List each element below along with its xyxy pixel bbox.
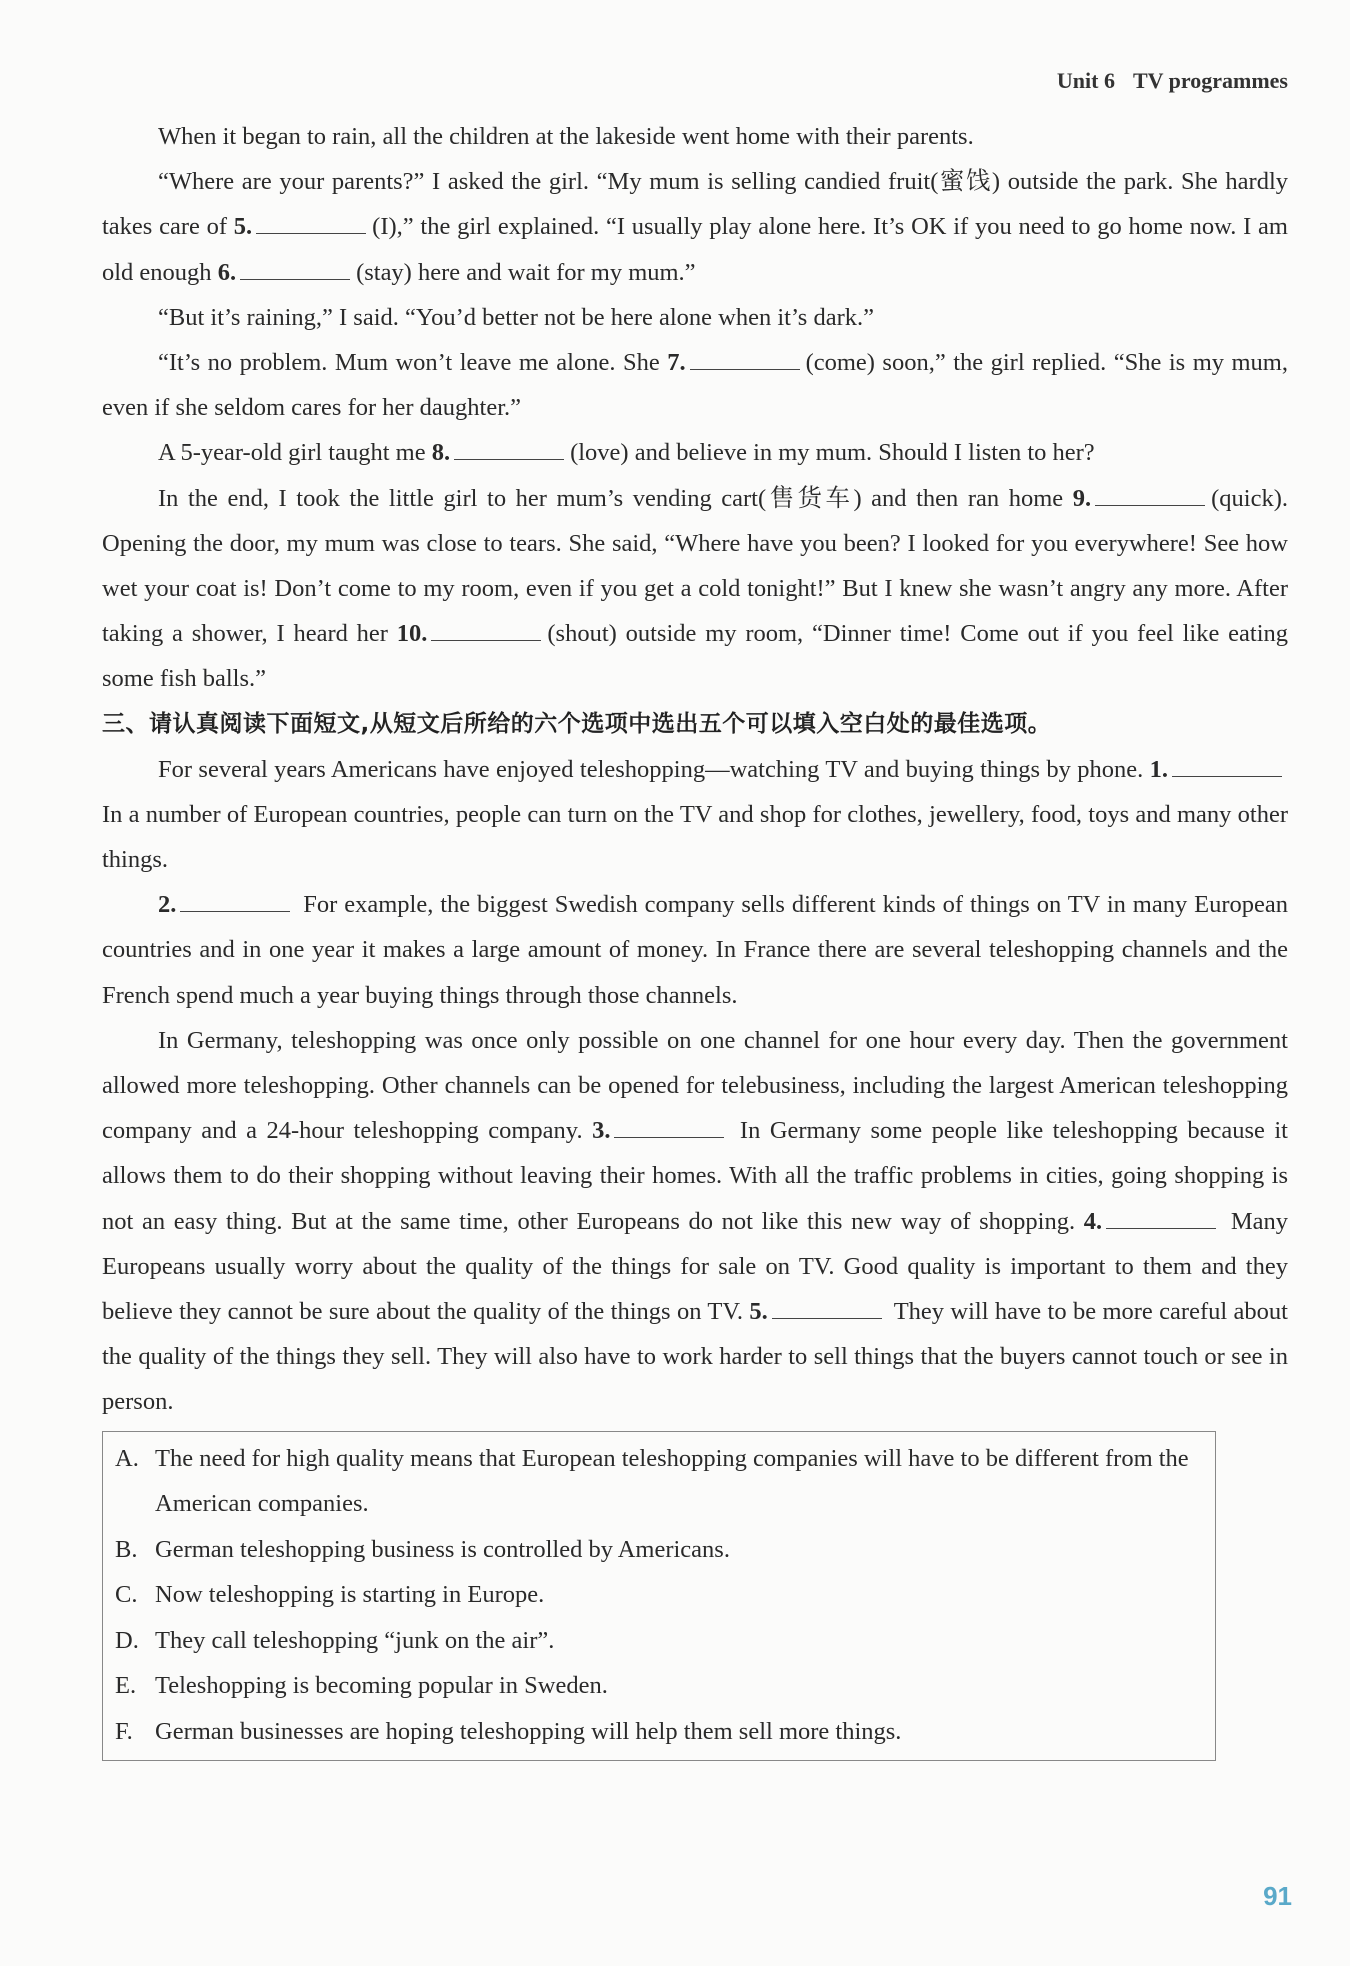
hint-9: (quick). <box>1211 484 1288 512</box>
passage-paragraph <box>102 1018 1288 1425</box>
option-text: They call teleshopping “junk on the air”. <box>155 1626 555 1654</box>
option-letter: B. <box>115 1535 138 1563</box>
answer-blank-1[interactable] <box>1172 754 1282 777</box>
paragraph-text: ” the girl explained. “I usually play alone here. It’s OK if you need to go home now. I am old enough <box>102 213 1288 286</box>
paragraph-text: “Where are your parents?” I asked the girl. “My mum is selling candied fruit(蜜饯) outside the park. She hardly takes care of <box>102 168 1288 241</box>
option-letter: E. <box>115 1672 137 1700</box>
answer-blank-10[interactable] <box>431 618 541 641</box>
option-f[interactable] <box>115 1709 1215 1755</box>
blank-number-1: 1. <box>1149 755 1168 783</box>
answer-blank-8[interactable] <box>454 437 564 460</box>
story-paragraph <box>102 295 1288 340</box>
hint-5: (I), <box>372 213 403 241</box>
passage-paragraph <box>102 747 1288 883</box>
hint-7: (come) <box>805 349 875 377</box>
story-paragraph <box>102 476 1288 702</box>
answer-blank-4[interactable] <box>1106 1206 1216 1229</box>
option-c[interactable] <box>115 1572 1215 1618</box>
answer-blank-7[interactable] <box>690 347 800 370</box>
option-text: German businesses are hoping teleshopping will help them sell more things. <box>155 1717 902 1745</box>
option-b[interactable] <box>115 1527 1215 1573</box>
hint-6: (stay) <box>356 258 412 286</box>
question-number-8: 8. <box>431 439 451 467</box>
paragraph-text: When it began to rain, all the children at the lakeside went home with their parents. <box>158 123 974 150</box>
blank-number-5: 5. <box>749 1298 768 1326</box>
paragraph-text: Many Europeans usually worry about the quality of the things for sale on TV. Good quality is important to them and they believe they cannot be sure about the quality of the things on TV. <box>102 1207 1288 1326</box>
question-number-5: 5. <box>233 213 253 241</box>
paragraph-text: In the end, I took the little girl to her mum’s vending cart(售货车) and then ran home <box>158 484 1073 512</box>
paragraph-text: In Germany some people like teleshopping because it allows them to do their shopping without leaving their homes. With all the traffic problems in cities, going shopping is not an easy thing. But at the same time, other Europeans do not like this new way of shopping. <box>102 1117 1288 1235</box>
paragraph-text: and believe in my mum. Should I listen to her? <box>628 439 1095 467</box>
option-d[interactable] <box>115 1618 1215 1664</box>
paragraph-text: “But it’s raining,” I said. “You’d better not be here alone when it’s dark.” <box>158 303 874 331</box>
option-text: Now teleshopping is starting in Europe. <box>155 1581 545 1609</box>
page-number: 91 <box>1263 1881 1292 1911</box>
option-letter: C. <box>115 1581 138 1609</box>
option-text: Teleshopping is becoming popular in Sweden. <box>155 1672 608 1700</box>
unit-label: Unit 6 <box>1056 68 1115 93</box>
hint-8: (love) <box>570 439 629 467</box>
answer-blank-5b[interactable] <box>772 1296 882 1319</box>
blank-number-4: 4. <box>1083 1207 1103 1235</box>
options-box <box>102 1431 1216 1762</box>
option-letter: F. <box>115 1717 133 1745</box>
answer-blank-6[interactable] <box>240 257 350 280</box>
passage-paragraph <box>102 882 1288 1018</box>
unit-title: TV programmes <box>1132 68 1288 93</box>
option-e[interactable] <box>115 1663 1215 1709</box>
answer-blank-2[interactable] <box>180 889 290 912</box>
blank-number-3: 3. <box>592 1117 611 1145</box>
story-paragraph <box>102 159 1288 295</box>
paragraph-text: In Germany, teleshopping was once only possible on one channel for one hour every day. Then the government allowed more teleshopping. Other channels can be opened for telebusiness, including the largest American teleshopping company and a 24-hour teleshopping company. <box>102 1026 1288 1145</box>
option-letter: D. <box>115 1626 139 1654</box>
option-a[interactable] <box>115 1436 1215 1527</box>
section-heading: 三、请认真阅读下面短文,从短文后所给的六个选项中选出五个可以填入空白处的最佳选项。 <box>102 710 1052 737</box>
story-paragraph <box>102 114 1288 159</box>
paragraph-text: “It’s no problem. Mum won’t leave me alone. She <box>158 349 668 377</box>
paragraph-text: For several years Americans have enjoyed teleshopping—watching TV and buying things by phone. <box>158 755 1150 783</box>
paragraph-text: outside my room, “Dinner time! Come out if you feel like eating some fish balls.” <box>102 620 1288 693</box>
paragraph-text: In a number of European countries, people can turn on the TV and shop for clothes, jewellery, food, toys and many other things. <box>102 800 1288 874</box>
page-header <box>1057 68 1288 94</box>
option-letter: A. <box>115 1444 139 1472</box>
story-paragraph <box>102 340 1288 430</box>
question-number-10: 10. <box>396 620 428 648</box>
blank-number-2: 2. <box>158 891 177 919</box>
answer-blank-3[interactable] <box>614 1115 724 1138</box>
paragraph-text: For example, the biggest Swedish company sells different kinds of things on TV in many European countries and in one year it makes a large amount of money. In France there are several teleshopping channels and the French spend much a year buying things through those channels. <box>102 891 1288 1009</box>
paragraph-text: A 5-year-old girl taught me <box>158 439 432 467</box>
paragraph-text: Opening the door, my mum was close to tears. She said, “Where have you been? I looked for you everywhere! See how wet your coat is! Don’t come to my room, even if you get a cold tonight!” But I knew she wasn’t angry any more. After taking a shower, I heard her <box>102 529 1288 648</box>
story-paragraph <box>102 430 1288 475</box>
answer-blank-9[interactable] <box>1095 483 1205 506</box>
hint-10: (shout) <box>547 620 617 648</box>
question-number-9: 9. <box>1072 484 1092 512</box>
option-text: The need for high quality means that European teleshopping companies will have to be different from the American companies. <box>155 1444 1189 1518</box>
paragraph-text: They will have to be more careful about the quality of the things they sell. They will also have to work harder to sell things that the buyers cannot touch or see in person. <box>102 1298 1288 1416</box>
question-number-7: 7. <box>667 349 686 377</box>
answer-blank-5[interactable] <box>256 211 366 234</box>
option-text: German teleshopping business is controlled by Americans. <box>155 1535 730 1563</box>
paragraph-text: soon,” the girl replied. “She is my mum, even if she seldom cares for her daughter.” <box>102 349 1288 422</box>
paragraph-text: here and wait for my mum.” <box>411 258 696 286</box>
page-content <box>102 114 1288 1761</box>
question-number-6: 6. <box>217 258 237 286</box>
